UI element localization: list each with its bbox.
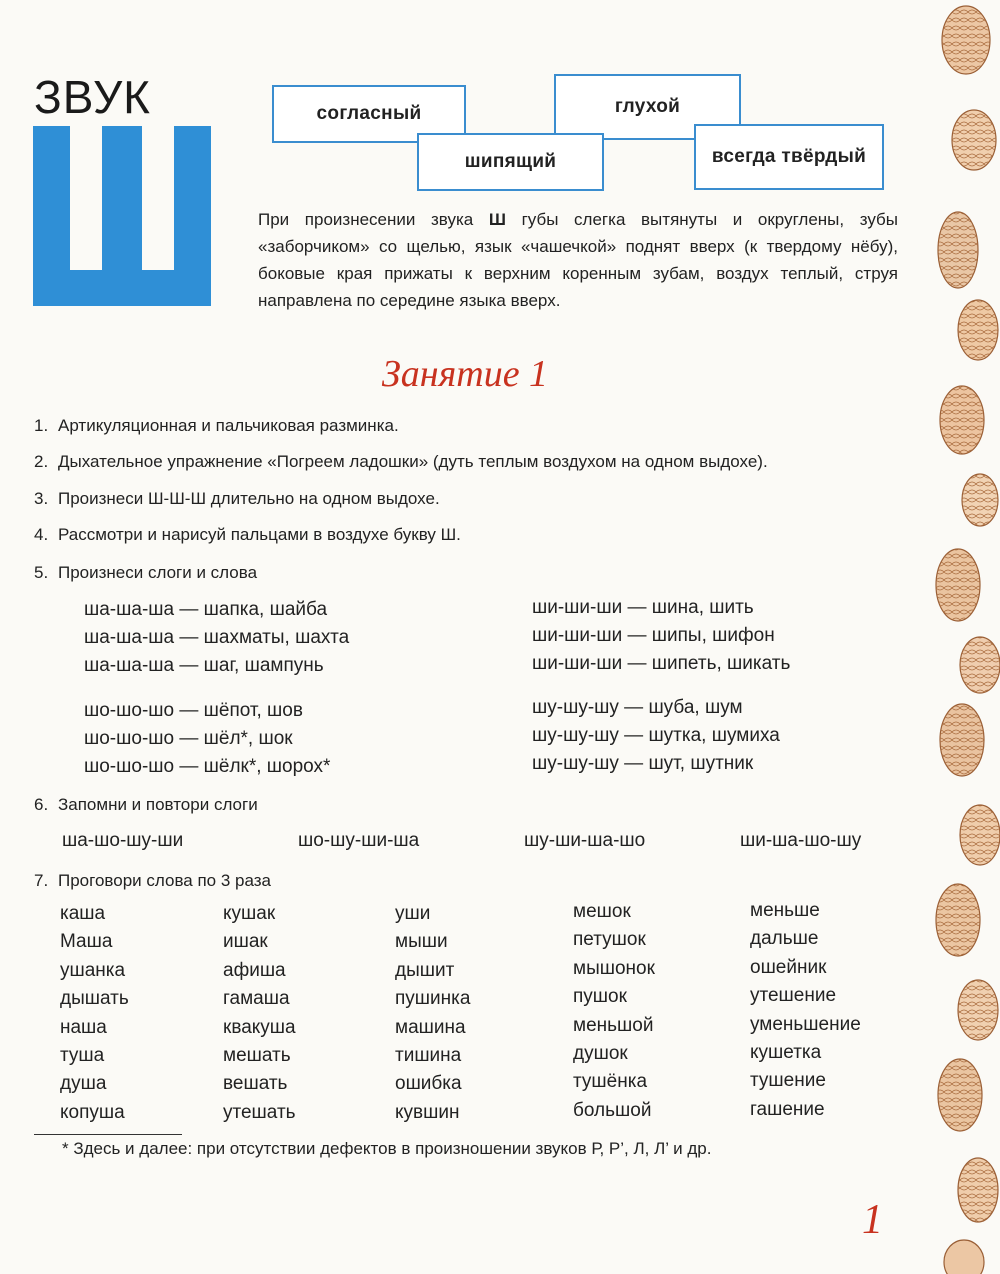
syllable-word-line: шо-шо-шо — шёл*, шок — [84, 728, 293, 749]
word: афиша — [223, 959, 286, 981]
syllable-chain: ша-шо-шу-ши — [62, 830, 184, 851]
syllable-word-line: ша-ша-ша — шапка, шайба — [84, 599, 328, 620]
word-column-3 — [395, 900, 470, 1127]
word: наша — [60, 1016, 107, 1038]
tag-consonant: согласный — [272, 85, 466, 143]
footnote-divider — [34, 1134, 182, 1135]
word: петушок — [573, 929, 646, 951]
syllable-chain: шо-шу-ши-ша — [298, 830, 420, 851]
word: вешать — [223, 1073, 288, 1095]
word: мышонок — [573, 957, 655, 979]
task-text: Произнеси слоги и слова — [58, 563, 258, 582]
word: меньше — [750, 900, 820, 921]
syllable-word-line: шу-шу-шу — шуба, шум — [532, 697, 743, 718]
letter-sh-gap-left — [70, 126, 102, 270]
word: утешать — [223, 1101, 296, 1123]
task-3 — [34, 489, 440, 509]
word: каша — [60, 903, 106, 924]
syllable-word-line: шо-шо-шо — шёлк*, шорох* — [84, 756, 331, 777]
task-6 — [34, 795, 258, 815]
syllable-word-line: ши-ши-ши — шипы, шифон — [532, 625, 775, 646]
letter-sh-block — [33, 126, 211, 306]
task-number: 5. — [34, 563, 49, 582]
word: душок — [573, 1043, 628, 1065]
word: Маша — [60, 931, 113, 953]
word: уменьшение — [750, 1013, 861, 1035]
task-text: Проговори слова по 3 раза — [58, 871, 271, 890]
word: квакуша — [223, 1016, 296, 1038]
word: гамаша — [223, 988, 290, 1010]
word: тишина — [395, 1045, 462, 1067]
word-column-2 — [223, 900, 296, 1127]
task-number: 1. — [34, 416, 49, 435]
word-column-1 — [60, 900, 129, 1127]
tag-voiceless: глухой — [554, 74, 741, 140]
word: тушение — [750, 1070, 826, 1092]
task-number: 3. — [34, 489, 49, 508]
syllable-word-line: ша-ша-ша — шаг, шампунь — [84, 655, 324, 676]
syllable-word-line: ши-ши-ши — шина, шить — [532, 597, 754, 618]
word: копуша — [60, 1101, 125, 1123]
word: мешок — [573, 901, 631, 922]
task-4 — [34, 525, 461, 545]
syllable-chain: шу-ши-ша-шо — [524, 830, 646, 851]
word: гашение — [750, 1098, 825, 1120]
word: кушак — [223, 903, 276, 924]
word: ушанка — [60, 959, 126, 981]
task-number: 4. — [34, 525, 49, 544]
task-text: Произнеси Ш-Ш-Ш длительно на одном выдохе. — [58, 489, 440, 508]
task-text: Рассмотри и нарисуй пальцами в воздухе букву Ш. — [58, 525, 461, 544]
word-column-5 — [750, 897, 861, 1124]
word: ишак — [223, 931, 268, 953]
task-number: 2. — [34, 452, 49, 471]
word: уши — [395, 903, 431, 924]
word: утешение — [750, 985, 837, 1007]
word: ошибка — [395, 1073, 462, 1095]
task-text: Артикуляционная и пальчиковая разминка. — [58, 416, 399, 435]
pine-cone-border-icon — [928, 0, 1000, 1274]
syllable-chain: ши-ша-шо-шу — [740, 830, 862, 851]
syllable-word-line: шу-шу-шу — шут, шутник — [532, 753, 754, 774]
task-number: 6. — [34, 795, 49, 814]
sound-label: ЗВУК — [34, 71, 151, 123]
word: ошейник — [750, 956, 827, 978]
description-before: При произнесении звука — [258, 210, 489, 229]
task-1 — [34, 416, 399, 436]
tag-always-hard: всегда твёрдый — [694, 124, 884, 190]
word: кувшин — [395, 1101, 460, 1123]
word-column-4 — [573, 898, 655, 1125]
description-after: губы слегка вытянуты и округлены, зубы «заборчиком» со щелью, язык «чашечкой» поднят вверх (к твердому нёбу), боковые края прижаты к верхним коренным зубам, воздух теплый, струя направлена по середине языка вверх. — [258, 210, 898, 310]
word: туша — [60, 1045, 105, 1067]
word: кушетка — [750, 1042, 822, 1064]
word: пушинка — [395, 988, 471, 1010]
word: мешать — [223, 1045, 291, 1067]
word: дальше — [750, 928, 819, 950]
page-number: 1 — [862, 1197, 883, 1243]
description-letter: Ш — [488, 210, 506, 229]
word: мыши — [395, 931, 448, 953]
word: тушёнка — [573, 1071, 648, 1093]
word: большой — [573, 1099, 652, 1121]
word: душа — [60, 1073, 107, 1095]
task-7 — [34, 871, 271, 891]
word: дышит — [395, 959, 455, 981]
word: машина — [395, 1016, 466, 1038]
footnote: * Здесь и далее: при отсутствии дефектов в произношении звуков Р, Р’, Л, Л’ и др. — [62, 1139, 712, 1158]
syllable-word-line: ша-ша-ша — шахматы, шахта — [84, 627, 350, 648]
task-text: Запомни и повтори слоги — [58, 795, 258, 814]
tag-hissing: шипящий — [417, 133, 604, 191]
task-5 — [34, 563, 257, 583]
articulation-description — [258, 206, 898, 314]
task-2 — [34, 452, 768, 472]
task-text: Дыхательное упражнение «Погреем ладошки» (дуть теплым воздухом на одном выдохе). — [58, 452, 768, 471]
syllable-word-line: шу-шу-шу — шутка, шумиха — [532, 725, 780, 746]
letter-sh-gap-right — [142, 126, 174, 270]
lesson-title: Занятие 1 — [381, 353, 549, 395]
word: пушок — [573, 986, 627, 1008]
word: дышать — [60, 988, 129, 1010]
task-number: 7. — [34, 871, 49, 890]
syllable-word-line: шо-шо-шо — шёпот, шов — [84, 700, 303, 721]
word: меньшой — [573, 1014, 654, 1036]
syllable-word-line: ши-ши-ши — шипеть, шикать — [532, 653, 791, 674]
